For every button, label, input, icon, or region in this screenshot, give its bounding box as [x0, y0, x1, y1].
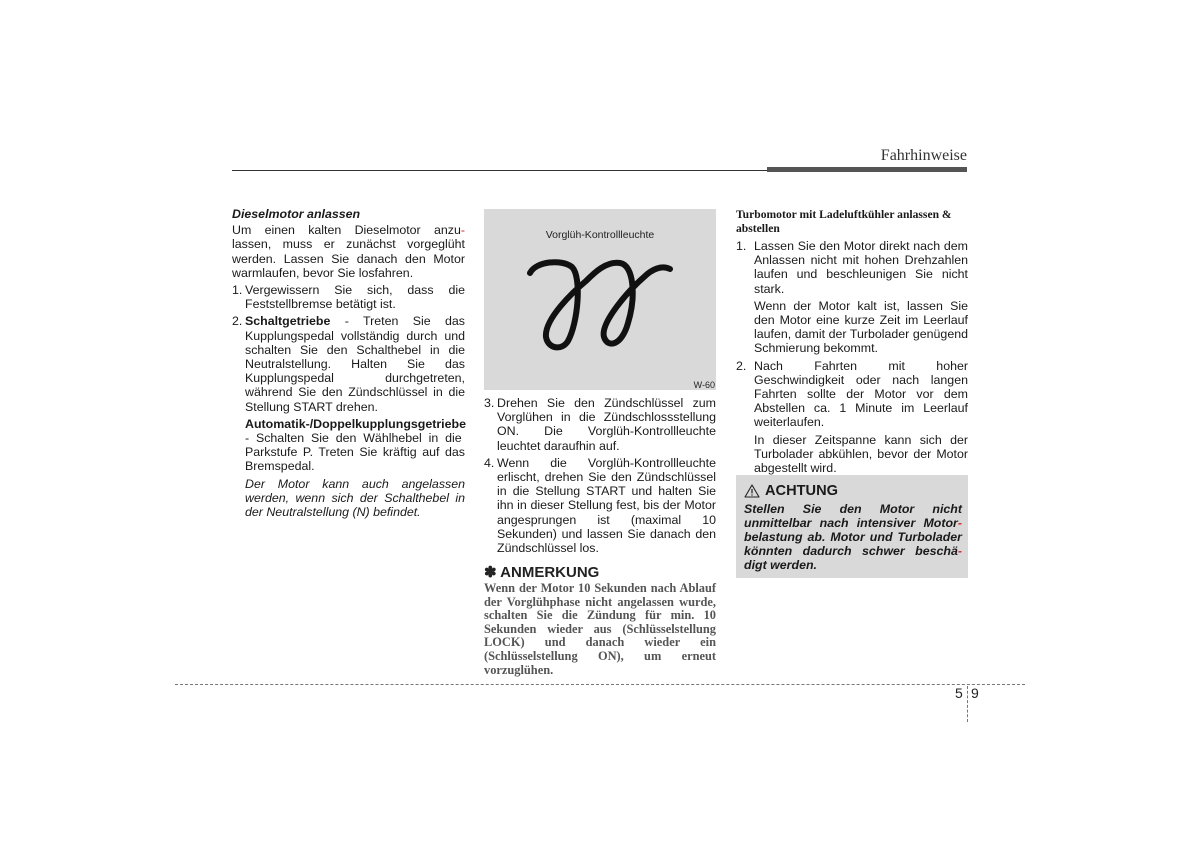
- hyphen-mark: -: [460, 223, 465, 238]
- turbo-item-1-continued: Wenn der Motor kalt ist, lassen Sie den Motor eine kurze Zeit im Leerlauf laufen, damit der Turbolader genügend Schmierung bekommt.: [754, 298, 968, 356]
- column-right: [736, 208, 968, 475]
- column-left: [232, 207, 465, 519]
- footer-divider: [967, 686, 968, 722]
- section-heading-turbo: Turbomotor mit Ladeluftkühler anlassen & abstellen: [736, 208, 952, 235]
- chapter-number: 5: [955, 685, 963, 701]
- warning-text: Stellen Sie den Motor nicht unmittelbar nach intensiver Motor- belastung ab. Motor und Turbolader könnten dadurch schwer beschä- digt werden.: [744, 502, 962, 572]
- neutral-note: Der Motor kann auch angelassen werden, wenn sich der Schalthebel in der Neutralstellung (N) befindet.: [245, 476, 465, 520]
- turbo-list-item-1: 1. Lassen Sie den Motor direkt nach dem Anlassen nicht mit hohen Drehzahlen laufen und beschleunigen Sie nicht stark.: [736, 239, 968, 296]
- list-item-3: 3. Drehen Sie den Zündschlüssel zum Vorglühen in die Zündschlossstellung ON. Die Vorglüh-Kontrollleuchte leuchtet daraufhin auf.: [484, 396, 716, 453]
- turbo-list-item-2: 2. Nach Fahrten mit hoher Geschwindigkeit oder nach langen Fahrten sollte der Motor vor dem Abstellen ca. 1 Minute im Leerlauf weiterlaufen.: [736, 358, 968, 430]
- warning-header: [744, 483, 838, 499]
- column-middle: [484, 396, 716, 555]
- section-heading-diesel: Dieselmotor anlassen: [232, 207, 361, 221]
- turbo-item-2-continued: In dieser Zeitspanne kann sich der Turbolader abkühlen, bevor der Motor abgestellt wird.: [754, 432, 968, 476]
- glow-plug-coil-icon: [524, 257, 676, 357]
- page-header-title: Fahrhinweise: [880, 147, 967, 164]
- warning-box: [736, 475, 968, 578]
- header-bar: [767, 167, 967, 172]
- page-number: 9: [971, 685, 979, 701]
- automatic-paragraph: Automatik-/Doppelkupplungsgetriebe - Schalten Sie den Wählhebel in die Parkstufe P. Treten Sie kräftig auf das Bremspedal.: [245, 416, 466, 474]
- note-body: Wenn der Motor 10 Sekunden nach Ablauf der Vorglühphase nicht angelassen wurde, schalten Sie die Zündung für min. 10 Sekunden wieder aus (Schlüsselstellung LOCK) und danach wieder ein (Schlüsselstellung ON), um erneut vorzuglühen.: [484, 581, 716, 677]
- note-heading: ✽ ANMERKUNG: [484, 564, 600, 581]
- figure-code: W-60: [693, 380, 715, 390]
- intro-paragraph: Um einen kalten Dieselmotor anzu- lassen, muss er zunächst vorgeglüht werden. Lassen Sie danach den Motor warmlaufen, bevor Sie losfahren.: [232, 223, 465, 280]
- list-item-2: 2. Schaltgetriebe - Treten Sie das Kupplungspedal vollständig durch und schalten Sie den Schalthebel in die Neutralstellung. Halten Sie das Kupplungspedal durchgetreten, während Sie den Zündschlüssel in die Stellung START drehen.: [232, 314, 465, 414]
- figure-caption: Vorglüh-Kontrollleuchte: [545, 229, 655, 241]
- list-item-1: 1. Vergewissern Sie sich, dass die Feststellbremse betätigt ist.: [232, 283, 465, 312]
- list-item-4: 4. Wenn die Vorglüh-Kontrollleuchte erlischt, drehen Sie den Zündschlüssel in die Stellung START und halten Sie ihn in dieser Stellung fest, bis der Motor angesprungen ist (maximal 10 Sekunden) und lassen Sie danach den Zündschlüssel los.: [484, 455, 716, 556]
- warning-triangle-icon: [744, 484, 760, 498]
- warning-title: ACHTUNG: [765, 483, 838, 499]
- footer-rule: [175, 684, 1025, 685]
- glow-plug-figure: [484, 209, 716, 390]
